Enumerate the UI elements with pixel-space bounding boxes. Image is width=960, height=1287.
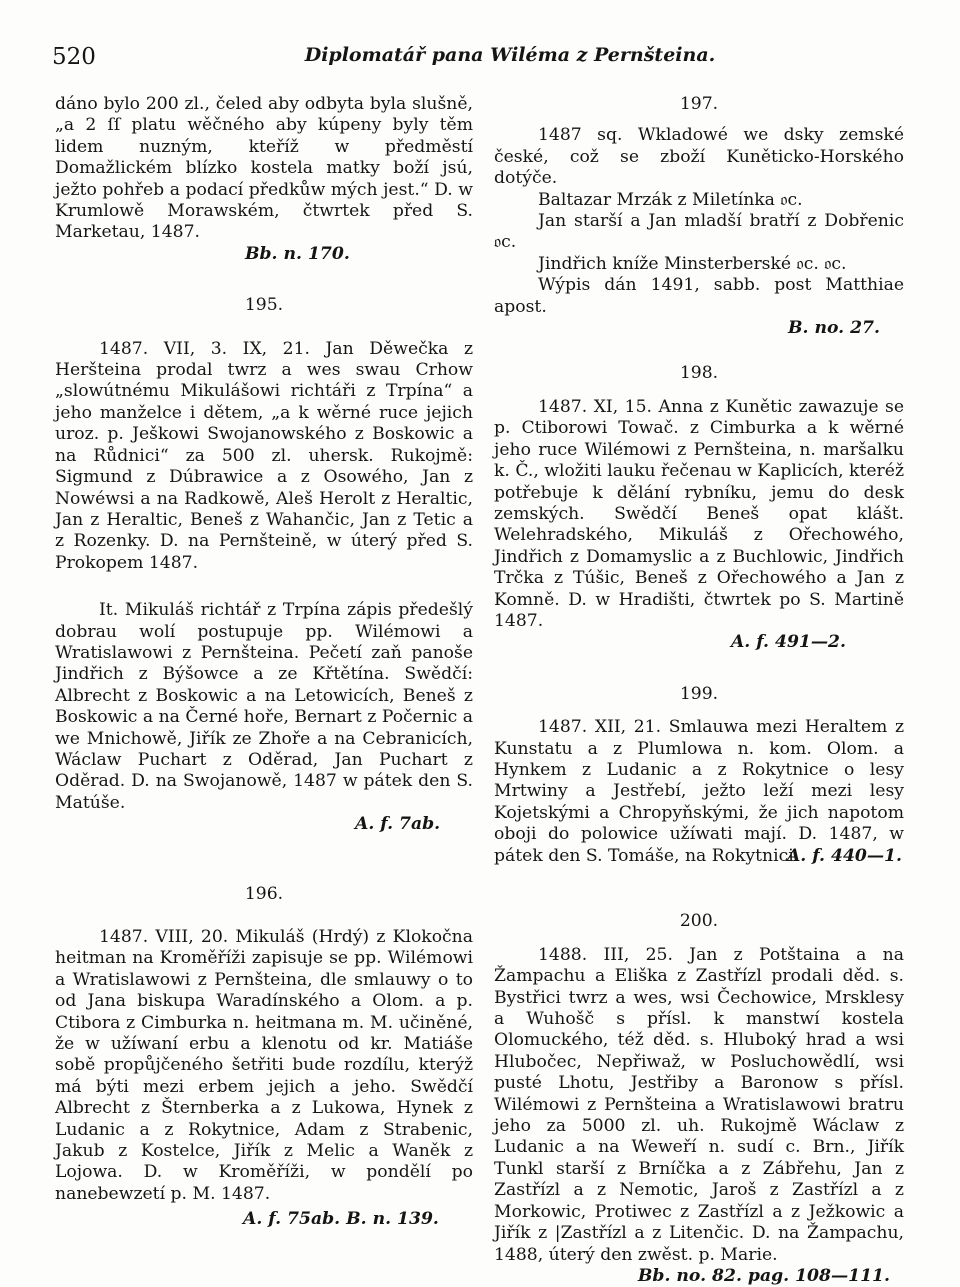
document-text: 1487. VII, 3. IX, 21. Jan Děwečka z Heršteina prodal twrz a wes swau Crhow „slowútnému Mikulášowi richtáři z Trpína“ a jeho manželce i dětem, „a k wěrné ruce jejich uroz. p. Ješkowi Swojanowského z Boskowic a na Růdnici“ za 500 zl. uhersk. Rukojmě: Sigmund z Dúbrawice a z Osowého, Jan z Nowéwsi a na Radkowě, Aleš Herolt z Heraltic, Jan z Heraltic, Beneš z Wahančic, Jan z Tetic a z Rozenky. D. na Pernšteině, w úterý před S. Prokopem 1487. bbox=[55, 338, 473, 573]
document-text: 1487 sq. Wkladowé we dsky zemské české, což se zboží Kuněticko-Horského dotýče. bbox=[494, 125, 904, 189]
document-number: 196. bbox=[244, 883, 284, 904]
running-header bbox=[52, 40, 908, 80]
citation: Bb. no. 82. pag. 108—111. bbox=[637, 1265, 890, 1286]
document-entry: Baltazar Mrzák z Miletínka 𝔬c. bbox=[538, 189, 803, 210]
document-number: 199. bbox=[679, 683, 719, 704]
running-title: Diplomatář pana Wiléma z Pernšteina. bbox=[304, 44, 716, 66]
citation: B. no. 27. bbox=[787, 318, 880, 339]
document-entry: Jindřich kníže Minsterberské 𝔬c. 𝔬c. bbox=[538, 253, 847, 274]
right-column bbox=[494, 94, 904, 1287]
document-number: 197. bbox=[679, 94, 719, 114]
document-number: 198. bbox=[679, 363, 719, 384]
document-number: 195. bbox=[244, 295, 284, 316]
document-entry: Jan starší a Jan mladší bratří z Dobřenic 𝔬c. bbox=[494, 211, 904, 253]
continued-text: dáno bylo 200 zl., čeled aby odbyta byla slušně, „a 2 ſſ platu wěčného aby kúpeny byly těm lidem nuzným, kteříž w předměstí Domažlickém blízko kostela matky boží jsú, ježto pohřeb a podací předkůw mých jest.“ D. w Krumlowě Morawském, čtwrtek před S. Marketau, 1487. bbox=[55, 94, 473, 243]
document-text-addendum: It. Mikuláš richtář z Trpína zápis předešlý dobrau wolí postupuje pp. Wilémowi a Wratislawowi z Pernšteina. Pečetí zaň panoše Jindřich z Býšowce a ze Křtětína. Swědčí: Albrecht z Boskowic a na Letowicích, Beneš z Boskowic a na Černé hoře, Bernart z Počernic a we Mnichowě, Jiřík ze Zhoře a na Cebranicích, Wáclaw Puchart z Oděrad, Jan Puchart z Oděrad. D. na Swojanowě, 1487 w pátek den S. Matúše. bbox=[55, 600, 473, 813]
citation: A. f. 440—1. bbox=[786, 846, 902, 866]
document-text: 1487. XI, 15. Anna z Kunětic zawazuje se p. Ctiborowi Towač. z Cimburka a k wěrné jeho ruce Wilémowi z Pernšteina, n. maršalku k. Č., wložiti lauku řečenau w Kaplicích, kteréž potřebuje k dělání rybníku, jemu do desk zemských. Swědčí Beneš opat klášt. Welehradského, Mikuláš z Ořechowého, Jindřich z Domamyslic a z Buchlowic, Jindřich Trčka z Túšic, Beneš z Ořechowého a Jan z Komně. D. w Hradišti, čtwrtek po S. Martině 1487. bbox=[494, 396, 904, 631]
document-text: 1487. XII, 21. Smlauwa mezi Heraltem z Kunstatu a z Plumlowa n. kom. Olom. a Hynkem z Ludanic a z Rokytnice o lesy Mrtwiny a Jestřebí, ježto leží mezi lesy Kojetskými a Chropyňskými, že jich napotom oboji do polowice užíwati mají. D. 1487, w pátek den S. Tomáše, na Rokytnici. bbox=[494, 717, 904, 866]
left-column bbox=[55, 94, 473, 1231]
citation: A. f. 75ab. B. n. 139. bbox=[243, 1209, 439, 1230]
citation: Bb. n. 170. bbox=[245, 243, 350, 264]
citation: A. f. 7ab. bbox=[355, 814, 441, 835]
document-number: 200. bbox=[679, 911, 719, 932]
page-number: 520 bbox=[52, 44, 96, 70]
document-text: 1487. VIII, 20. Mikuláš (Hrdý) z Klokočna heitman na Kroměříži zapisuje se pp. Wilémowi a Wratislawowi z Pernšteina, dle smlauwy o to od Jana biskupa Waradínského a Olom. a p. Ctibora z Cimburka n. heitmana m. M. učiněné, že w užíwaní erbu a klenotu od kr. Matiáše sobě propůjčeného šetřiti bude rozdílu, kterýž má býti mezi erbem jejich a jeho. Swědčí Albrecht z Šternberka a z Lukowa, Hynek z Ludanic a z Rokytnice, Adam z Strabenic, Jakub z Kostelce, Jiřík z Melic a Waněk z Lojowa. D. w Kroměříži, w pondělí po nanebewzetí p. M. 1487. bbox=[55, 927, 473, 1204]
citation: A. f. 491—2. bbox=[730, 632, 846, 653]
document-entry: Wýpis dán 1491, sabb. post Matthiae apost. bbox=[494, 275, 904, 317]
document-text: 1488. III, 25. Jan z Potštaina a na Žampachu a Eliška z Zastřízl prodali děd. s. Bystřici twrz a wes, wsi Čechowice, Mrsklesy a Wuhošč s přísl. k manstwí kostela Olomuckého, též děd. s. Hluboký hrad a wsi Hlubočec, Nepřiwaž, w Posluchowědlí, wsi pusté Lhotu, Jestřiby a Baronow s přísl. Wilémowi z Pernšteina a Wratislawowi bratru jeho za 5000 zl. uh. Rukojmě Wáclaw z Ludanic a na Weweří n. sudí c. Brn., Jiřík Tunkl starší z Brníčka a z Zábřehu, Jan z Zastřízl a z Nemotic, Jaroš z Zastřízl a z Morkowic, Protiwec z Zastřízl a z Ježkowic a Jiřík z |Zastřízl a z Litenčic. D. na Žampachu, 1488, úterý den zwěst. p. Marie. bbox=[494, 944, 904, 1265]
